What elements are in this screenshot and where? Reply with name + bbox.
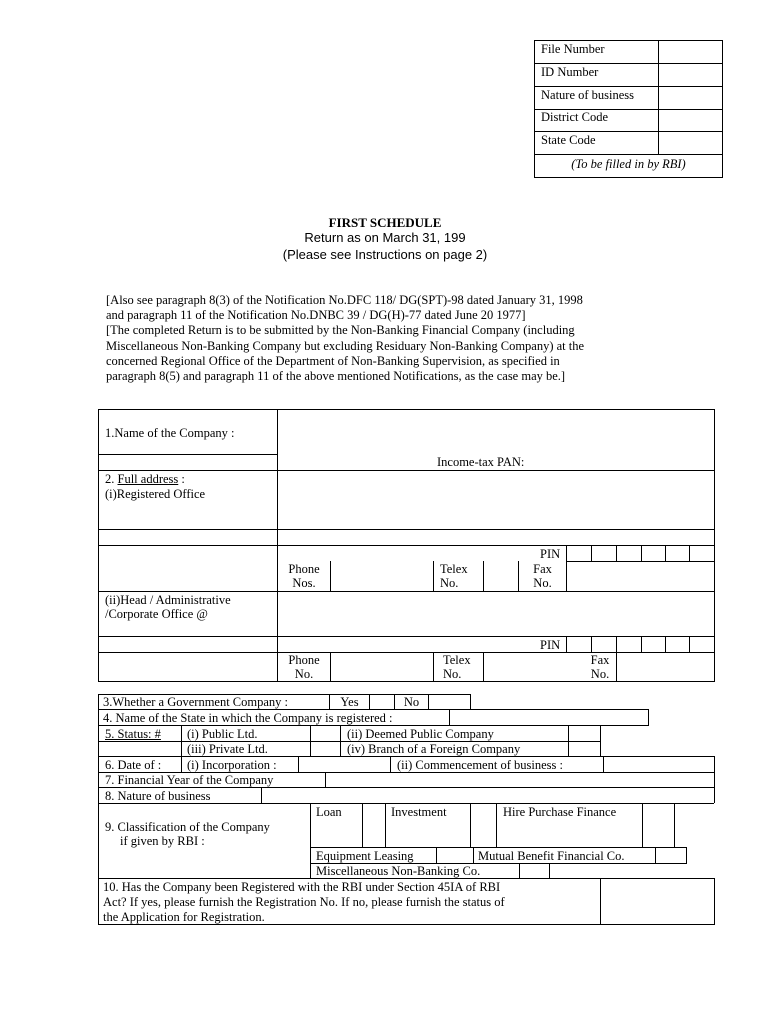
company-name-label: 1.Name of the Company : <box>105 426 235 440</box>
phone-field[interactable] <box>331 653 433 681</box>
pan-field[interactable] <box>550 455 714 470</box>
misc-nonbanking-checkbox[interactable] <box>520 864 549 878</box>
financial-year-label: 7. Financial Year of the Company <box>105 773 274 787</box>
no-label: No <box>403 695 420 709</box>
equipment-leasing-checkbox[interactable] <box>437 848 473 863</box>
private-ltd-label: (iii) Private Ltd. <box>187 742 268 756</box>
financial-year-field[interactable] <box>326 773 714 787</box>
registration-question: 10. Has the Company been Registered with the RBI under Section 45IA of RBI Act? If yes, please furnish the Registration No. If no, please furnish the status of the Application for Registration. <box>103 880 505 924</box>
rbi-fill-note: (To be filled in by RBI) <box>571 157 686 171</box>
district-code-label: District Code <box>541 110 609 124</box>
intro-line: and paragraph 11 of the Notification No.DNBC 39 / DG(H)-77 dated June 20 1977] <box>106 308 526 323</box>
fax-label: Fax No. <box>590 653 610 681</box>
date-of-label: 6. Date of : <box>105 758 162 772</box>
public-ltd-label: (i) Public Ltd. <box>187 727 258 741</box>
intro-line: [Also see paragraph 8(3) of the Notification No.DFC 118/ DG(SPT)-98 dated January 31, 1998 <box>106 293 583 307</box>
deemed-public-label: (ii) Deemed Public Company <box>347 727 494 741</box>
phone-field[interactable] <box>331 562 433 591</box>
misc-nonbanking-label: Miscellaneous Non-Banking Co. <box>316 864 481 878</box>
schedule-title: FIRST SCHEDULE <box>328 215 442 230</box>
investment-label: Investment <box>391 805 447 819</box>
status-label: 5. Status: # <box>105 727 161 741</box>
intro-line: Miscellaneous Non-Banking Company but excluding Residuary Non-Banking Company) at the <box>106 338 585 353</box>
hire-purchase-checkbox[interactable] <box>643 804 674 847</box>
phone-label: Phone No. <box>288 653 320 681</box>
nature-of-business-label: Nature of business <box>541 88 635 102</box>
yes-label: Yes <box>340 695 359 709</box>
mutual-benefit-checkbox[interactable] <box>656 848 686 863</box>
classification-label: 9. Classification of the Company if given by RBI : <box>105 820 270 848</box>
state-code-label: State Code <box>541 133 596 147</box>
hire-purchase-label: Hire Purchase Finance <box>503 805 617 819</box>
file-number-field[interactable] <box>659 41 722 63</box>
loan-checkbox[interactable] <box>363 804 385 847</box>
investment-checkbox[interactable] <box>471 804 496 847</box>
fax-field[interactable] <box>567 562 714 591</box>
state-registered-label: 4. Name of the State in which the Company is registered : <box>103 711 393 725</box>
registered-office-field[interactable] <box>278 471 714 529</box>
no-checkbox[interactable] <box>429 695 470 709</box>
company-name-field[interactable] <box>278 410 714 454</box>
state-registered-field[interactable] <box>450 710 648 725</box>
incorporation-label: (i) Incorporation : <box>187 758 277 772</box>
fax-field[interactable] <box>617 653 714 681</box>
deemed-public-checkbox[interactable] <box>569 726 600 741</box>
commencement-date-field[interactable] <box>604 757 714 772</box>
phone-label: Phone Nos. <box>288 562 320 590</box>
mutual-benefit-label: Mutual Benefit Financial Co. <box>478 849 625 863</box>
full-address-label: 2. Full address : <box>105 472 185 486</box>
intro-paragraph <box>106 293 665 384</box>
private-ltd-checkbox[interactable] <box>311 742 340 756</box>
telex-label: Telex No. <box>440 562 468 590</box>
telex-field[interactable] <box>484 562 518 591</box>
head-office-field[interactable] <box>278 592 714 636</box>
telex-label: Telex No. <box>443 653 471 681</box>
pin-label: PIN <box>540 638 561 652</box>
foreign-branch-checkbox[interactable] <box>569 742 600 756</box>
state-code-field[interactable] <box>659 132 722 154</box>
pin-label: PIN <box>540 547 561 561</box>
nature-of-business-q-label: 8. Nature of business <box>105 789 211 803</box>
registration-status-field[interactable] <box>601 879 714 924</box>
public-ltd-checkbox[interactable] <box>311 726 340 741</box>
intro-line: concerned Regional Office of the Department of Non-Banking Supervision, as specified in <box>106 353 560 368</box>
fax-label: Fax No. <box>533 562 552 590</box>
pan-label: Income-tax PAN: <box>437 455 525 469</box>
nature-of-business-field[interactable] <box>659 87 722 109</box>
registered-office-label: (i)Registered Office <box>105 487 206 501</box>
foreign-branch-label: (iv) Branch of a Foreign Company <box>347 742 521 756</box>
loan-label: Loan <box>316 805 342 819</box>
district-code-field[interactable] <box>659 110 722 131</box>
government-company-label: 3.Whether a Government Company : <box>103 695 289 709</box>
instructions-note: (Please see Instructions on page 2) <box>282 247 488 262</box>
incorporation-date-field[interactable] <box>299 757 390 772</box>
intro-line: [The completed Return is to be submitted by the Non-Banking Financial Company (including <box>106 323 575 338</box>
file-number-label: File Number <box>541 42 605 56</box>
return-date-line: Return as on March 31, 199 <box>304 230 466 245</box>
head-office-label: (ii)Head / Administrative /Corporate Office @ <box>105 593 231 621</box>
intro-line: paragraph 8(5) and paragraph 11 of the above mentioned Notifications, as the case may be.] <box>106 369 566 384</box>
id-number-field[interactable] <box>659 64 722 86</box>
equipment-leasing-label: Equipment Leasing <box>316 849 414 863</box>
id-number-label: ID Number <box>541 65 599 79</box>
nature-of-business-q-field[interactable] <box>262 788 714 803</box>
yes-checkbox[interactable] <box>370 695 394 709</box>
commencement-label: (ii) Commencement of business : <box>397 758 563 772</box>
